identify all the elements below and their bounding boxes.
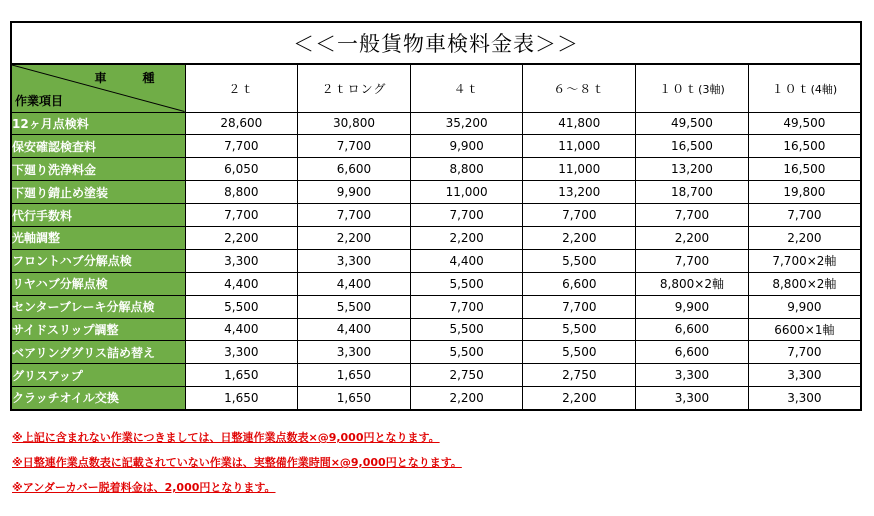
table-row bbox=[11, 204, 861, 227]
price-cell: 8,800×2軸 bbox=[636, 272, 749, 295]
price-cell: 6,050 bbox=[185, 158, 298, 181]
price-cell: 2,200 bbox=[410, 387, 523, 410]
price-cell: 7,700 bbox=[636, 204, 749, 227]
price-cell: 2,200 bbox=[523, 226, 636, 249]
price-cell: 1,650 bbox=[185, 387, 298, 410]
column-header: ６～８ｔ bbox=[523, 64, 636, 112]
price-cell: 1,650 bbox=[185, 364, 298, 387]
price-cell: 30,800 bbox=[298, 112, 411, 135]
work-item-cell: グリスアップ bbox=[11, 364, 185, 387]
price-cell: 5,500 bbox=[185, 295, 298, 318]
price-cell: 9,900 bbox=[410, 135, 523, 158]
table-row bbox=[11, 249, 861, 272]
work-item-cell: クラッチオイル交換 bbox=[11, 387, 185, 410]
price-cell: 3,300 bbox=[185, 341, 298, 364]
price-cell: 13,200 bbox=[523, 181, 636, 204]
price-cell: 2,200 bbox=[410, 226, 523, 249]
note-line: ※日整連作業点数表に記載されていない作業は、実整備作業時間×@9,000円となります。 bbox=[12, 456, 462, 469]
price-cell: 3,300 bbox=[636, 387, 749, 410]
price-cell: 2,200 bbox=[298, 226, 411, 249]
price-cell: 4,400 bbox=[185, 318, 298, 341]
price-cell: 49,500 bbox=[748, 112, 861, 135]
table-row bbox=[11, 158, 861, 181]
price-cell: 5,500 bbox=[298, 295, 411, 318]
corner-header-cell bbox=[11, 64, 185, 112]
price-cell: 13,200 bbox=[636, 158, 749, 181]
price-cell: 28,600 bbox=[185, 112, 298, 135]
price-cell: 1,650 bbox=[298, 364, 411, 387]
column-header: ４ｔ bbox=[410, 64, 523, 112]
price-cell: 11,000 bbox=[410, 181, 523, 204]
price-cell: 18,700 bbox=[636, 181, 749, 204]
work-item-cell: 代行手数料 bbox=[11, 204, 185, 227]
price-cell: 4,400 bbox=[185, 272, 298, 295]
fee-sheet bbox=[10, 21, 862, 411]
work-item-cell: 12ヶ月点検料 bbox=[11, 112, 185, 135]
price-cell: 16,500 bbox=[636, 135, 749, 158]
price-cell: 3,300 bbox=[748, 364, 861, 387]
price-cell: 8,800 bbox=[185, 181, 298, 204]
work-item-cell: 保安確認検査料 bbox=[11, 135, 185, 158]
price-cell: 4,400 bbox=[298, 318, 411, 341]
price-cell: 6,600 bbox=[636, 341, 749, 364]
price-cell: 3,300 bbox=[298, 341, 411, 364]
price-cell: 5,500 bbox=[523, 318, 636, 341]
column-header: ２ｔ bbox=[185, 64, 298, 112]
work-item-cell: フロントハブ分解点検 bbox=[11, 249, 185, 272]
column-header: ２ｔロング bbox=[298, 64, 411, 112]
price-cell: 5,500 bbox=[410, 341, 523, 364]
price-cell: 7,700 bbox=[523, 204, 636, 227]
notes bbox=[12, 432, 462, 507]
price-cell: 8,800 bbox=[410, 158, 523, 181]
price-cell: 9,900 bbox=[748, 295, 861, 318]
note-line: ※アンダーカバー脱着料金は、2,000円となります。 bbox=[12, 481, 276, 494]
fee-table bbox=[10, 63, 862, 411]
price-cell: 8,800×2軸 bbox=[748, 272, 861, 295]
price-cell: 5,500 bbox=[410, 272, 523, 295]
price-cell: 41,800 bbox=[523, 112, 636, 135]
table-row bbox=[11, 112, 861, 135]
table-row bbox=[11, 226, 861, 249]
price-cell: 2,750 bbox=[410, 364, 523, 387]
work-item-label: 作業項目 bbox=[15, 93, 64, 108]
price-cell: 7,700 bbox=[523, 295, 636, 318]
price-cell: 11,000 bbox=[523, 135, 636, 158]
table-row bbox=[11, 387, 861, 410]
column-header: １０ｔ(4軸) bbox=[748, 64, 861, 112]
price-cell: 6,600 bbox=[523, 272, 636, 295]
price-cell: 9,900 bbox=[298, 181, 411, 204]
work-item-cell: 下廻り錆止め塗装 bbox=[11, 181, 185, 204]
price-cell: 16,500 bbox=[748, 135, 861, 158]
work-item-cell: ベアリンググリス詰め替え bbox=[11, 341, 185, 364]
price-cell: 49,500 bbox=[636, 112, 749, 135]
price-cell: 7,700 bbox=[410, 204, 523, 227]
price-cell: 35,200 bbox=[410, 112, 523, 135]
price-cell: 11,000 bbox=[523, 158, 636, 181]
price-cell: 6,600 bbox=[636, 318, 749, 341]
price-cell: 6,600 bbox=[298, 158, 411, 181]
price-cell: 7,700 bbox=[636, 249, 749, 272]
price-cell: 7,700 bbox=[298, 135, 411, 158]
work-item-cell: センターブレーキ分解点検 bbox=[11, 295, 185, 318]
price-cell: 6600×1軸 bbox=[748, 318, 861, 341]
note-line: ※上記に含まれない作業につきましては、日整連作業点数表×@9,000円となります。 bbox=[12, 431, 440, 444]
price-cell: 7,700 bbox=[410, 295, 523, 318]
price-cell: 7,700 bbox=[185, 204, 298, 227]
price-cell: 5,500 bbox=[410, 318, 523, 341]
price-cell: 2,200 bbox=[748, 226, 861, 249]
price-cell: 7,700 bbox=[185, 135, 298, 158]
price-cell: 4,400 bbox=[298, 272, 411, 295]
table-row bbox=[11, 341, 861, 364]
price-cell: 7,700 bbox=[298, 204, 411, 227]
header-row bbox=[11, 64, 861, 112]
table-row bbox=[11, 272, 861, 295]
price-cell: 2,200 bbox=[523, 387, 636, 410]
work-item-cell: 光軸調整 bbox=[11, 226, 185, 249]
price-cell: 5,500 bbox=[523, 341, 636, 364]
table-row bbox=[11, 364, 861, 387]
column-header: １０ｔ(3軸) bbox=[636, 64, 749, 112]
work-item-cell: サイドスリップ調整 bbox=[11, 318, 185, 341]
price-cell: 3,300 bbox=[636, 364, 749, 387]
work-item-cell: 下廻り洗浄料金 bbox=[11, 158, 185, 181]
table-row bbox=[11, 318, 861, 341]
vehicle-type-label: 車 種 bbox=[94, 71, 167, 85]
price-cell: 16,500 bbox=[748, 158, 861, 181]
price-cell: 2,200 bbox=[636, 226, 749, 249]
price-cell: 1,650 bbox=[298, 387, 411, 410]
work-item-cell: リヤハブ分解点検 bbox=[11, 272, 185, 295]
price-cell: 7,700 bbox=[748, 204, 861, 227]
price-cell: 3,300 bbox=[748, 387, 861, 410]
table-row bbox=[11, 135, 861, 158]
price-cell: 7,700×2軸 bbox=[748, 249, 861, 272]
price-cell: 4,400 bbox=[410, 249, 523, 272]
price-cell: 3,300 bbox=[298, 249, 411, 272]
table-row bbox=[11, 295, 861, 318]
table-row bbox=[11, 181, 861, 204]
price-cell: 19,800 bbox=[748, 181, 861, 204]
price-cell: 9,900 bbox=[636, 295, 749, 318]
price-cell: 7,700 bbox=[748, 341, 861, 364]
price-cell: 3,300 bbox=[185, 249, 298, 272]
price-cell: 2,200 bbox=[185, 226, 298, 249]
price-cell: 5,500 bbox=[523, 249, 636, 272]
price-cell: 2,750 bbox=[523, 364, 636, 387]
table-title: ＜＜一般貨物車検料金表＞＞ bbox=[10, 21, 862, 63]
